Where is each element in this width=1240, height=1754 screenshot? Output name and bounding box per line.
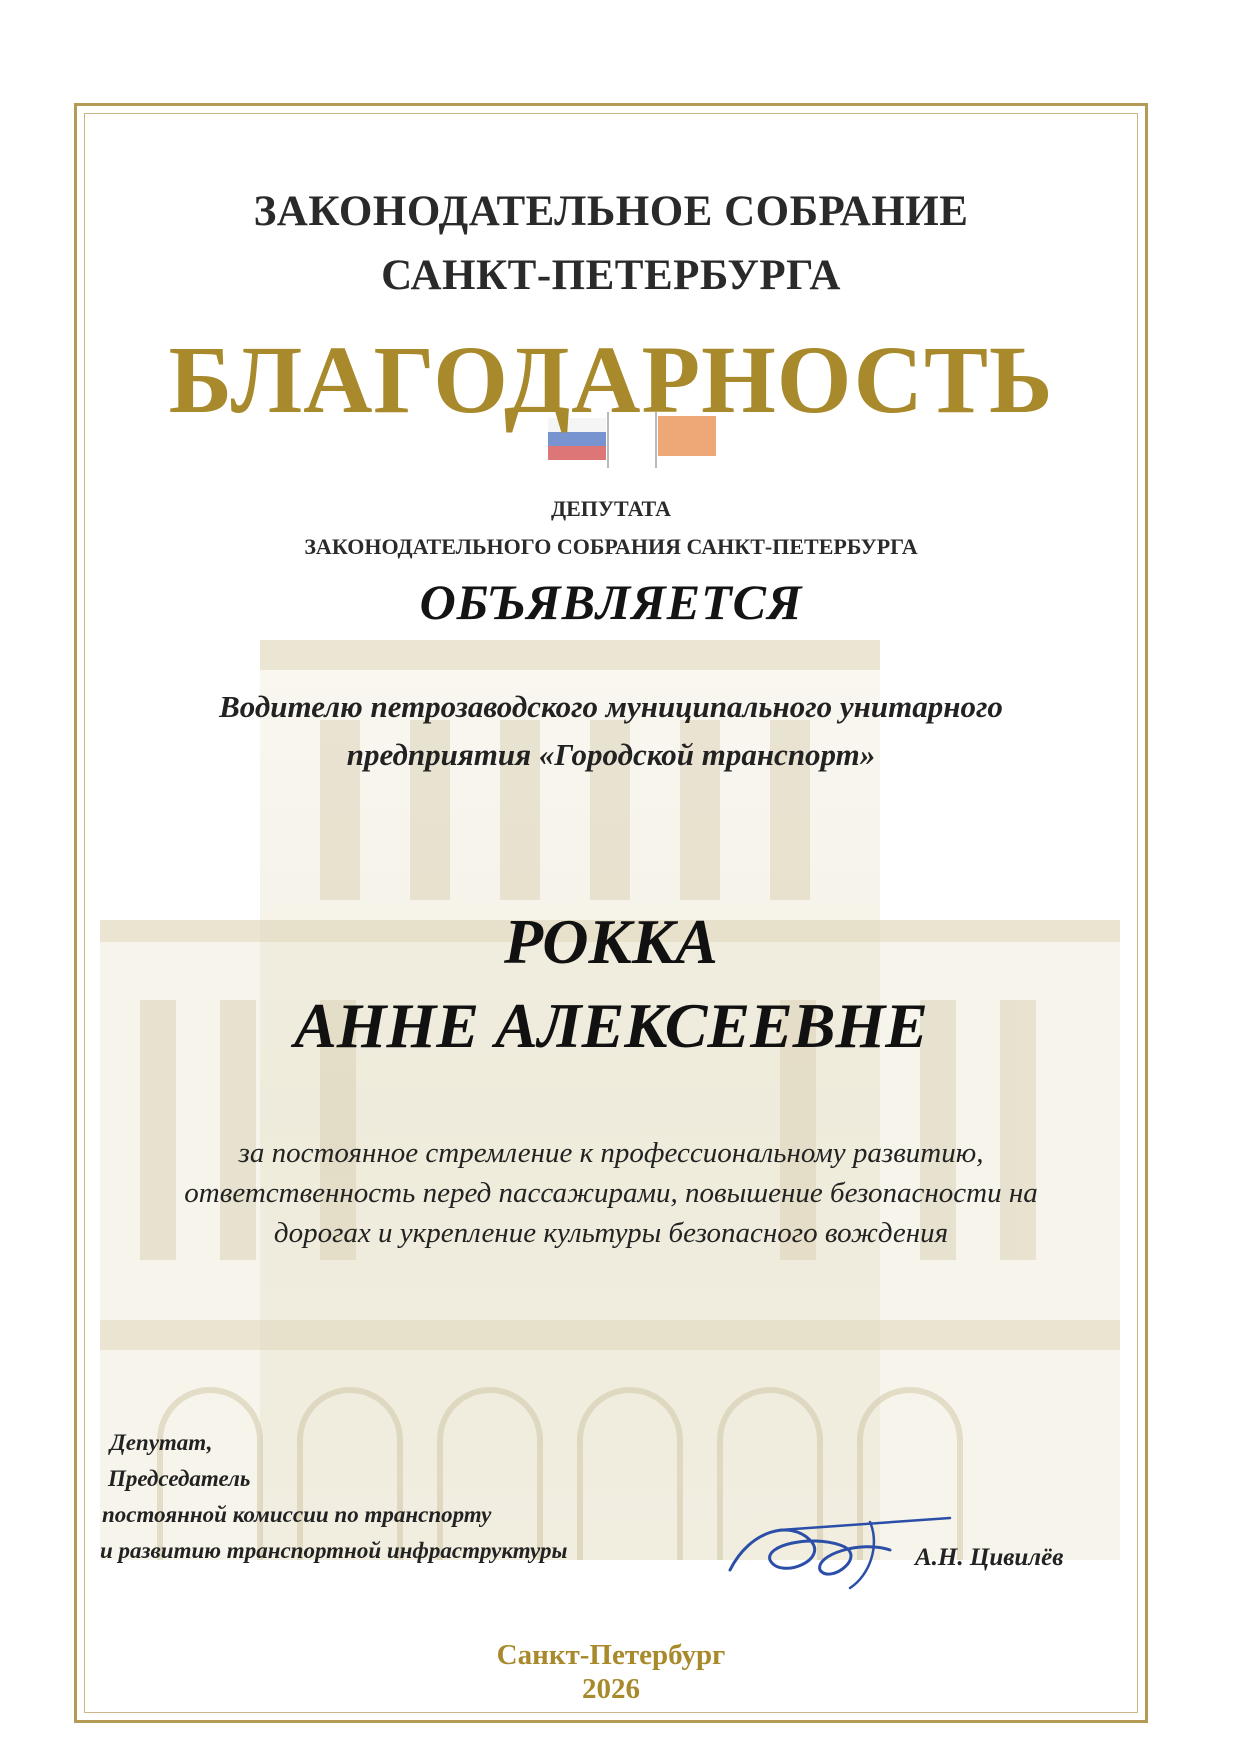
award-reason	[84, 1133, 1138, 1253]
award-reason-line-3: дорогах и укрепление культуры безопасного вождения	[273, 1217, 949, 1249]
signatory-name: А.Н. Цивилёв	[915, 1544, 1064, 1571]
recipient-given-names: АННЕ АЛЕКСЕЕВНЕ	[294, 990, 928, 1061]
award-reason-line-2: ответственность перед пассажирами, повышение безопасности на	[184, 1177, 1038, 1209]
issuer	[84, 490, 1138, 566]
signatory-title	[100, 1425, 720, 1569]
recipient-name	[84, 900, 1138, 1068]
recipient-surname: РОККА	[504, 906, 718, 977]
award-reason-line-1: за постоянное стремление к профессиональному развитию,	[238, 1137, 984, 1169]
signatory-title-line-2: Председатель	[108, 1466, 251, 1491]
issuer-line-2: ЗАКОНОДАТЕЛЬНОГО СОБРАНИЯ САНКТ-ПЕТЕРБУРГА	[304, 534, 918, 559]
footer	[84, 1638, 1138, 1706]
signatory-title-line-3: постоянной комиссии по транспорту	[102, 1502, 492, 1527]
organization-name	[84, 180, 1138, 308]
footer-city: Санкт-Петербург	[496, 1639, 726, 1671]
signatory-title-line-1: Депутат,	[110, 1430, 213, 1455]
footer-year: 2026	[582, 1673, 640, 1705]
organization-line-2: САНКТ-ПЕТЕРБУРГА	[381, 252, 841, 299]
recipient-role-line-2: предприятия «Городской транспорт»	[346, 737, 876, 772]
announce-heading: ОБЪЯВЛЯЕТСЯ	[419, 574, 803, 630]
signatory-title-line-4: и развитию транспортной инфраструктуры	[100, 1538, 568, 1563]
issuer-line-1: ДЕПУТАТА	[550, 496, 672, 521]
recipient-role-line-1: Водителю петрозаводского муниципального унитарного	[219, 689, 1003, 724]
organization-line-1: ЗАКОНОДАТЕЛЬНОЕ СОБРАНИЕ	[253, 188, 969, 235]
certificate-title: БЛАГОДАРНОСТЬ	[168, 326, 1054, 433]
recipient-role	[84, 683, 1138, 779]
